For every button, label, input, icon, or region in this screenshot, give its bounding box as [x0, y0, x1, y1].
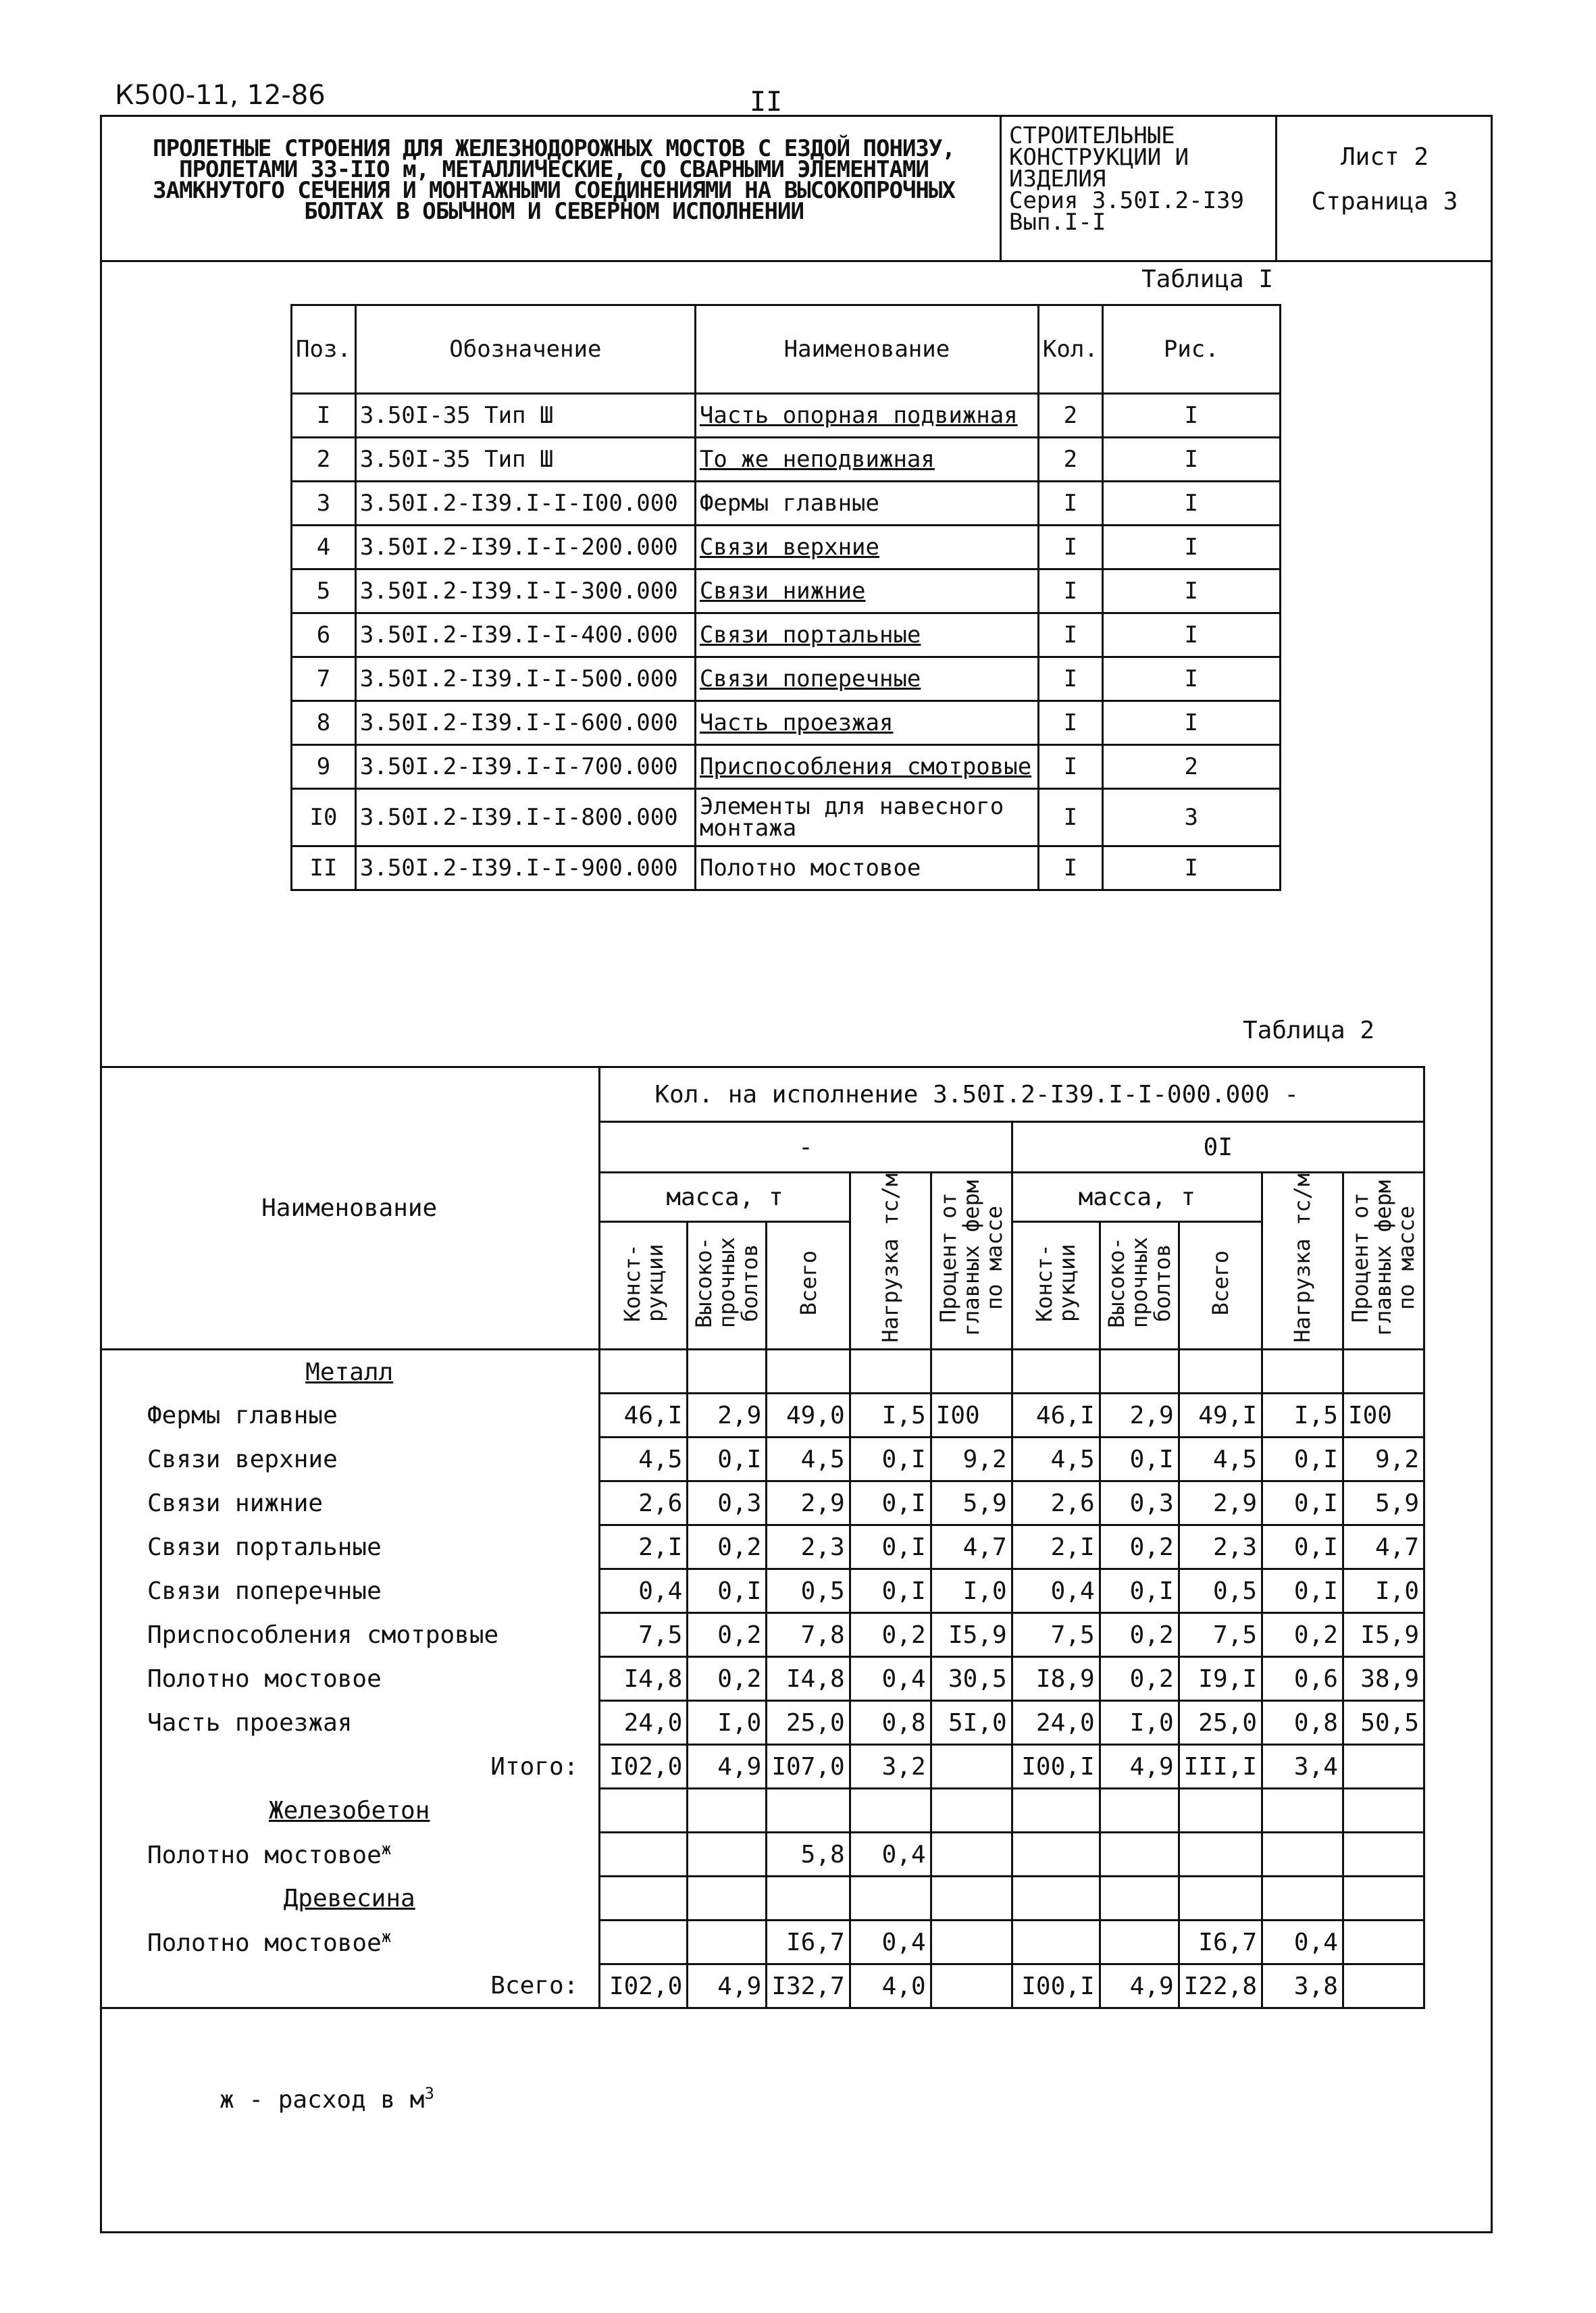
- total-header: [1179, 1222, 1262, 1350]
- table-row: [100, 1438, 1424, 1481]
- cell: [1343, 1745, 1424, 1789]
- cell: II: [292, 846, 356, 890]
- total-row: [100, 1964, 1424, 2008]
- header-pos: Поз.: [292, 305, 356, 394]
- cell: 2: [1102, 745, 1280, 789]
- cell: [1100, 1833, 1179, 1877]
- table-row: [100, 1525, 1424, 1569]
- cell: I5,9: [931, 1613, 1012, 1657]
- cell: I9,I: [1179, 1657, 1262, 1701]
- cell: 0,2: [1100, 1657, 1179, 1701]
- table-row: [100, 1701, 1424, 1745]
- row-label-text: Полотно мостовое: [147, 1929, 382, 1958]
- cell: 3.50I-35 Тип Ш: [355, 394, 695, 438]
- total-header-text: Всего: [795, 1250, 821, 1316]
- cell: I: [1102, 526, 1280, 569]
- table-row: [100, 1833, 1424, 1877]
- table-row: [292, 701, 1281, 745]
- cell: [1343, 1964, 1424, 2008]
- series-line: ИЗДЕЛИЯ: [1009, 166, 1106, 193]
- footnote: [220, 2084, 434, 2114]
- section-row: [100, 1877, 1424, 1921]
- cell: 7,5: [1012, 1613, 1100, 1657]
- cell: [600, 1921, 688, 1964]
- cell: 49,0: [767, 1394, 850, 1438]
- table1-caption: Таблица I: [1141, 265, 1274, 293]
- cell: 7,5: [1179, 1613, 1262, 1657]
- cell: 0,5: [1179, 1569, 1262, 1613]
- cell: I: [1102, 613, 1280, 657]
- load-header-text: Нагрузка тс/м: [1289, 1173, 1316, 1343]
- subtotal-label: Итого:: [100, 1745, 600, 1789]
- section-metal: Металл: [100, 1350, 600, 1394]
- percent-header: [1343, 1173, 1424, 1350]
- cell: 3.50I.2-I39.I-I-200.000: [355, 526, 695, 569]
- row-label: [100, 1921, 600, 1964]
- footnote-mark: ж: [381, 1927, 392, 1947]
- mass-header: масса, т: [600, 1173, 850, 1222]
- cell: То же неподвижная: [695, 438, 1038, 482]
- subtotal-row: [100, 1745, 1424, 1789]
- bolts-header-text: Высоко-прочных болтов: [1103, 1237, 1175, 1329]
- cell: 0,4: [1012, 1569, 1100, 1613]
- cell: Связи поперечные: [695, 657, 1038, 701]
- table-row: [292, 438, 1281, 482]
- cell: Полотно мостовое: [695, 846, 1038, 890]
- bolts-header: [1100, 1222, 1179, 1350]
- row-label: Приспособления смотровые: [100, 1613, 600, 1657]
- table-row: [100, 1921, 1424, 1964]
- cell: Связи нижние: [695, 569, 1038, 613]
- cell: I00,I: [1012, 1964, 1100, 2008]
- cell: 2: [292, 438, 356, 482]
- cell: 4,5: [600, 1438, 688, 1481]
- construct-header: [1012, 1222, 1100, 1350]
- cell: 3.50I-35 Тип Ш: [355, 438, 695, 482]
- cell: 5,9: [1343, 1481, 1424, 1525]
- cell: I,5: [850, 1394, 931, 1438]
- header-row-1: [100, 1067, 1424, 1122]
- title-line: ПРОЛЕТНЫЕ СТРОЕНИЯ ДЛЯ ЖЕЛЕЗНОДОРОЖНЫХ МОСТОВ С ЕЗДОЙ ПОНИЗУ,: [153, 135, 955, 162]
- cell: I02,0: [600, 1745, 688, 1789]
- cell: I: [1038, 657, 1102, 701]
- table-row: [292, 789, 1281, 846]
- cell: 5I,0: [931, 1701, 1012, 1745]
- cell: 46,I: [1012, 1394, 1100, 1438]
- percent-header-text: Процент от главных ферм по массе: [1347, 1179, 1420, 1336]
- row-label: [100, 1833, 600, 1877]
- cell: 3.50I.2-I39.I-I-400.000: [355, 613, 695, 657]
- cell: I: [1038, 745, 1102, 789]
- cell: I,0: [1343, 1569, 1424, 1613]
- cell: I4,8: [767, 1657, 850, 1701]
- cell: Часть проезжая: [695, 701, 1038, 745]
- row-label: Связи нижние: [100, 1481, 600, 1525]
- cell: 2,9: [767, 1481, 850, 1525]
- cell: [931, 1833, 1012, 1877]
- cell: 3,2: [850, 1745, 931, 1789]
- cell: 4,9: [1100, 1745, 1179, 1789]
- footnote-text: ж - расход в м: [220, 2086, 425, 2114]
- cell: I: [1102, 701, 1280, 745]
- cell: Часть опорная подвижная: [695, 394, 1038, 438]
- total-header: [767, 1222, 850, 1350]
- series-line: Серия 3.50I.2-I39: [1009, 187, 1244, 214]
- cell: 4,9: [1100, 1964, 1179, 2008]
- cell: 4,7: [931, 1525, 1012, 1569]
- cell: 0,4: [850, 1833, 931, 1877]
- cell: 4,5: [767, 1438, 850, 1481]
- cell: [931, 1921, 1012, 1964]
- cell: [688, 1921, 767, 1964]
- cell: 0,4: [1262, 1921, 1343, 1964]
- bolts-header: [688, 1222, 767, 1350]
- cell: 7: [292, 657, 356, 701]
- cell: 0,8: [1262, 1701, 1343, 1745]
- header-name: Наименование: [695, 305, 1038, 394]
- cell: 2,I: [600, 1525, 688, 1569]
- table2: [100, 1066, 1425, 2009]
- cell: III,I: [1179, 1745, 1262, 1789]
- cell: 0,4: [850, 1921, 931, 1964]
- page-label: Страница 3: [1311, 188, 1458, 215]
- cell: Элементы для навесного монтажа: [695, 789, 1038, 846]
- name-header: Наименование: [100, 1067, 600, 1350]
- cell: [931, 1964, 1012, 2008]
- cell: 0,4: [850, 1657, 931, 1701]
- table-row: [292, 613, 1281, 657]
- row-label: Связи портальные: [100, 1525, 600, 1569]
- header-divider-v1: [1000, 115, 1002, 262]
- percent-header: [931, 1173, 1012, 1350]
- document-code: К500-11, 12-86: [115, 80, 326, 111]
- cell: 2,6: [600, 1481, 688, 1525]
- footnote-superscript: 3: [424, 2084, 434, 2103]
- cell: Приспособления смотровые: [695, 745, 1038, 789]
- cell: 0,2: [1100, 1525, 1179, 1569]
- cell: 0,2: [688, 1613, 767, 1657]
- cell: 0,3: [1100, 1481, 1179, 1525]
- table-row: [292, 526, 1281, 569]
- table-row: [100, 1394, 1424, 1438]
- section-concrete: Железобетон: [100, 1789, 600, 1833]
- construct-header-text: Конст-рукции: [619, 1244, 668, 1322]
- load-header: [1262, 1173, 1343, 1350]
- cell: I,0: [1100, 1701, 1179, 1745]
- header-designation: Обозначение: [355, 305, 695, 394]
- cell: 4,9: [688, 1745, 767, 1789]
- cell: I00: [931, 1394, 1012, 1438]
- percent-header-text: Процент от главных ферм по массе: [935, 1179, 1008, 1336]
- cell: [931, 1745, 1012, 1789]
- cell: 7,5: [600, 1613, 688, 1657]
- cell: 3.50I.2-I39.I-I-600.000: [355, 701, 695, 745]
- load-header-text: Нагрузка тс/м: [877, 1173, 904, 1343]
- cell: Связи верхние: [695, 526, 1038, 569]
- cell: I: [1038, 701, 1102, 745]
- row-label: Часть проезжая: [100, 1701, 600, 1745]
- mass-header: масса, т: [1012, 1173, 1262, 1222]
- cell: I8,9: [1012, 1657, 1100, 1701]
- header-fig: Рис.: [1102, 305, 1280, 394]
- cell: 30,5: [931, 1657, 1012, 1701]
- cell: [1100, 1921, 1179, 1964]
- cell: [688, 1833, 767, 1877]
- variant-2-header: 0I: [1012, 1122, 1424, 1173]
- cell: 2,9: [1179, 1481, 1262, 1525]
- cell: [1179, 1833, 1262, 1877]
- cell: 3.50I.2-I39.I-I-I00.000: [355, 482, 695, 526]
- sheet-number: Лист 2: [1340, 143, 1429, 171]
- table-row: [292, 657, 1281, 701]
- cell: 0,3: [688, 1481, 767, 1525]
- cell: 2: [1038, 438, 1102, 482]
- cell: 2,3: [1179, 1525, 1262, 1569]
- construct-header: [600, 1222, 688, 1350]
- document-title: [111, 135, 996, 225]
- cell: 3.50I.2-I39.I-I-800.000: [355, 789, 695, 846]
- cell: 0,I: [688, 1569, 767, 1613]
- cell: I32,7: [767, 1964, 850, 2008]
- header-divider-v2: [1275, 115, 1277, 262]
- cell: 4,5: [1012, 1438, 1100, 1481]
- cell: 0,2: [1100, 1613, 1179, 1657]
- cell: 0,2: [688, 1525, 767, 1569]
- title-line: ЗАМКНУТОГО СЕЧЕНИЯ И МОНТАЖНЫМИ СОЕДИНЕНИЯМИ НА ВЫСОКОПРОЧНЫХ: [153, 177, 955, 204]
- cell: [1343, 1833, 1424, 1877]
- cell: 3,4: [1262, 1745, 1343, 1789]
- cell: 4,5: [1179, 1438, 1262, 1481]
- cell: I: [1038, 613, 1102, 657]
- cell: 0,I: [1262, 1481, 1343, 1525]
- cell: 2,I: [1012, 1525, 1100, 1569]
- cell: I: [1102, 569, 1280, 613]
- cell: I4,8: [600, 1657, 688, 1701]
- table1: [290, 304, 1281, 891]
- cell: I: [1102, 657, 1280, 701]
- cell: [1012, 1833, 1100, 1877]
- cell: I6,7: [767, 1921, 850, 1964]
- row-label: Связи верхние: [100, 1438, 600, 1481]
- cell: 9,2: [1343, 1438, 1424, 1481]
- table-row: [100, 1657, 1424, 1701]
- cell: 3.50I.2-I39.I-I-700.000: [355, 745, 695, 789]
- sheet-info: [1283, 135, 1486, 224]
- cell: I: [1102, 482, 1280, 526]
- cell: 24,0: [600, 1701, 688, 1745]
- footnote-mark: ж: [381, 1839, 392, 1859]
- header-divider: [100, 260, 1493, 262]
- cell: 6: [292, 613, 356, 657]
- cell: 0,I: [1100, 1569, 1179, 1613]
- cell: 0,I: [1262, 1525, 1343, 1569]
- cell: 4,0: [850, 1964, 931, 2008]
- cell: I: [1102, 394, 1280, 438]
- cell: 24,0: [1012, 1701, 1100, 1745]
- cell: 0,8: [850, 1701, 931, 1745]
- construct-header-text: Конст-рукции: [1031, 1244, 1081, 1322]
- cell: I: [1038, 846, 1102, 890]
- cell: 0,I: [1262, 1569, 1343, 1613]
- cell: 4,7: [1343, 1525, 1424, 1569]
- cell: 8: [292, 701, 356, 745]
- cell: I,5: [1262, 1394, 1343, 1438]
- cell: I: [1102, 846, 1280, 890]
- cell: I: [1102, 438, 1280, 482]
- cell: 49,I: [1179, 1394, 1262, 1438]
- cell: 5: [292, 569, 356, 613]
- cell: 2,6: [1012, 1481, 1100, 1525]
- cell: [1012, 1921, 1100, 1964]
- cell: 3: [292, 482, 356, 526]
- page-number: II: [750, 86, 783, 118]
- row-label-text: Полотно мостовое: [147, 1841, 382, 1870]
- cell: Фермы главные: [695, 482, 1038, 526]
- load-header: [850, 1173, 931, 1350]
- table-row: [292, 482, 1281, 526]
- cell: [1343, 1921, 1424, 1964]
- cell: 3.50I.2-I39.I-I-900.000: [355, 846, 695, 890]
- table-header-row: [292, 305, 1281, 394]
- title-line: БОЛТАХ В ОБЫЧНОМ И СЕВЕРНОМ ИСПОЛНЕНИИ: [304, 198, 804, 225]
- table-row: [100, 1613, 1424, 1657]
- cell: I02,0: [600, 1964, 688, 2008]
- cell: 0,I: [850, 1569, 931, 1613]
- cell: 25,0: [767, 1701, 850, 1745]
- series-info: [1009, 122, 1269, 236]
- cell: 0,I: [1262, 1438, 1343, 1481]
- series-line: Вып.I-I: [1009, 209, 1106, 236]
- section-wood: Древесина: [100, 1877, 600, 1921]
- cell: 9: [292, 745, 356, 789]
- cell: I: [292, 394, 356, 438]
- cell: I6,7: [1179, 1921, 1262, 1964]
- cell: [600, 1833, 688, 1877]
- title-line: ПРОЛЕТАМИ 33-IIO м, МЕТАЛЛИЧЕСКИЕ, СО СВАРНЫМИ ЭЛЕМЕНТАМИ: [179, 156, 929, 183]
- section-row: [100, 1789, 1424, 1833]
- cell: 3.50I.2-I39.I-I-300.000: [355, 569, 695, 613]
- cell: 3,8: [1262, 1964, 1343, 2008]
- table-row: [292, 846, 1281, 890]
- cell: 7,8: [767, 1613, 850, 1657]
- table-row: [292, 394, 1281, 438]
- cell: I,0: [931, 1569, 1012, 1613]
- bolts-header-text: Высоко-прочных болтов: [691, 1237, 763, 1329]
- cell: 46,I: [600, 1394, 688, 1438]
- table2-caption: Таблица 2: [1243, 1017, 1375, 1044]
- variant-1-header: -: [600, 1122, 1012, 1173]
- cell: 0,2: [688, 1657, 767, 1701]
- cell: 2,9: [688, 1394, 767, 1438]
- cell: I5,9: [1343, 1613, 1424, 1657]
- execution-header: Кол. на исполнение 3.50I.2-I39.I-I-000.000 -: [600, 1067, 1424, 1122]
- cell: 2: [1038, 394, 1102, 438]
- series-line: КОНСТРУКЦИИ И: [1009, 144, 1189, 171]
- cell: 5,9: [931, 1481, 1012, 1525]
- cell: 0,5: [767, 1569, 850, 1613]
- total-label: Всего:: [100, 1964, 600, 2008]
- cell: 4,9: [688, 1964, 767, 2008]
- header-qty: Кол.: [1038, 305, 1102, 394]
- cell: I: [1038, 569, 1102, 613]
- cell: 9,2: [931, 1438, 1012, 1481]
- series-line: СТРОИТЕЛЬНЫЕ: [1009, 122, 1175, 149]
- cell: I,0: [688, 1701, 767, 1745]
- cell: 3: [1102, 789, 1280, 846]
- cell: 4: [292, 526, 356, 569]
- table-row: [100, 1569, 1424, 1613]
- cell: I0: [292, 789, 356, 846]
- table-row: [100, 1481, 1424, 1525]
- cell: 25,0: [1179, 1701, 1262, 1745]
- cell: I00: [1343, 1394, 1424, 1438]
- cell: [1262, 1833, 1343, 1877]
- cell: 2,9: [1100, 1394, 1179, 1438]
- cell: I: [1038, 482, 1102, 526]
- cell: 50,5: [1343, 1701, 1424, 1745]
- total-header-text: Всего: [1207, 1250, 1233, 1316]
- cell: 0,I: [850, 1525, 931, 1569]
- table-row: [292, 745, 1281, 789]
- table-row: [292, 569, 1281, 613]
- cell: 5,8: [767, 1833, 850, 1877]
- cell: 3.50I.2-I39.I-I-500.000: [355, 657, 695, 701]
- cell: I07,0: [767, 1745, 850, 1789]
- cell: 2,3: [767, 1525, 850, 1569]
- cell: 0,I: [1100, 1438, 1179, 1481]
- section-row: [100, 1350, 1424, 1394]
- cell: I: [1038, 789, 1102, 846]
- cell: 0,4: [600, 1569, 688, 1613]
- row-label: Связи поперечные: [100, 1569, 600, 1613]
- row-label: Фермы главные: [100, 1394, 600, 1438]
- row-label: Полотно мостовое: [100, 1657, 600, 1701]
- cell: 0,2: [1262, 1613, 1343, 1657]
- cell: I00,I: [1012, 1745, 1100, 1789]
- cell: I: [1038, 526, 1102, 569]
- cell: 0,6: [1262, 1657, 1343, 1701]
- cell: 0,2: [850, 1613, 931, 1657]
- cell: Связи портальные: [695, 613, 1038, 657]
- cell: 0,I: [850, 1481, 931, 1525]
- cell: I22,8: [1179, 1964, 1262, 2008]
- cell: 0,I: [688, 1438, 767, 1481]
- cell: 38,9: [1343, 1657, 1424, 1701]
- cell: 0,I: [850, 1438, 931, 1481]
